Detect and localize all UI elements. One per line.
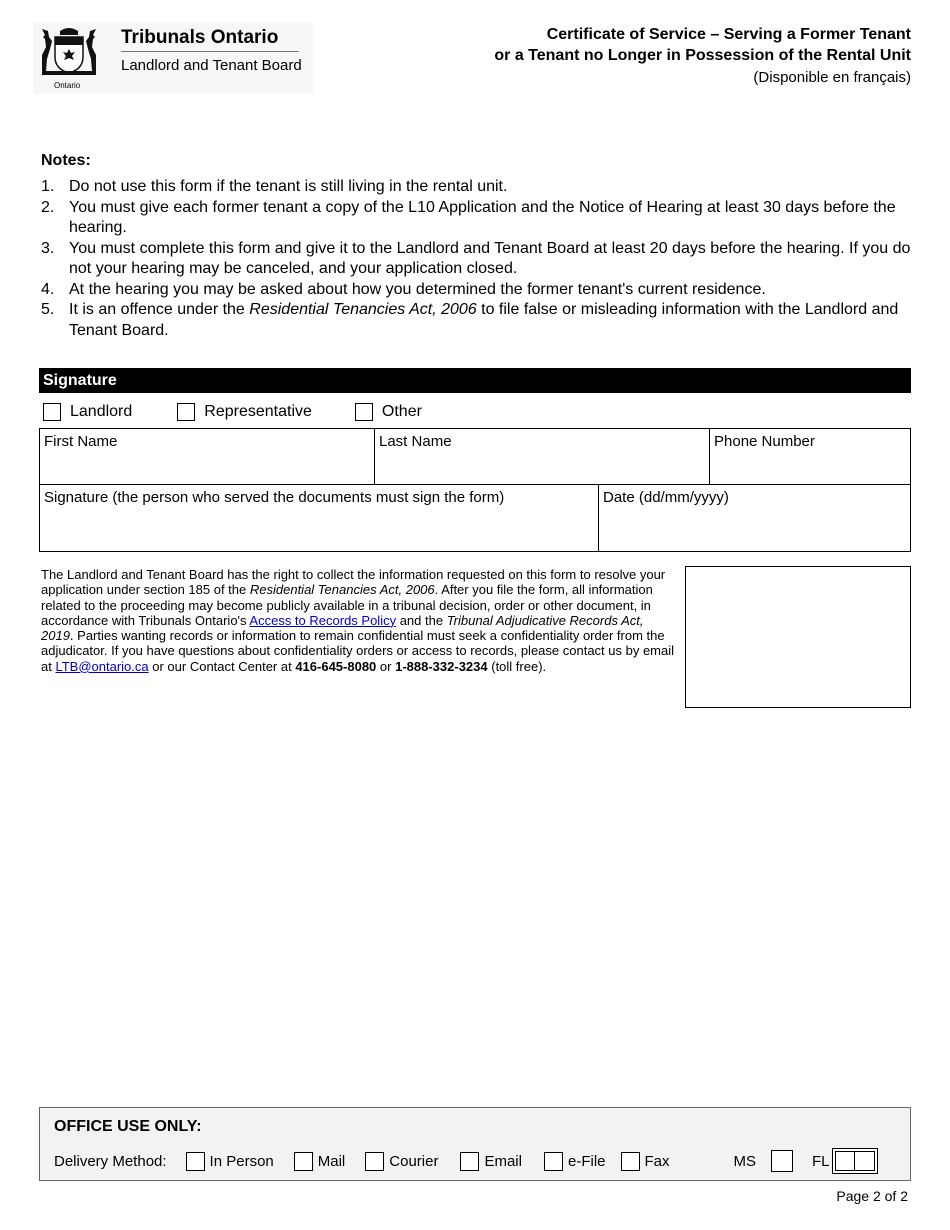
ms-input-box[interactable] xyxy=(771,1150,793,1172)
mail-checkbox[interactable] xyxy=(294,1152,313,1171)
role-checkbox-row xyxy=(43,401,422,423)
fl-input-group xyxy=(832,1148,878,1174)
office-use-title: OFFICE USE ONLY: xyxy=(54,1118,202,1135)
last-name-field[interactable] xyxy=(374,428,710,485)
phone-number-label: Phone Number xyxy=(714,433,815,450)
landlord-checkbox[interactable] xyxy=(43,403,61,421)
email-checkbox[interactable] xyxy=(460,1152,479,1171)
form-title-line2: or a Tenant no Longer in Possession of the Rental Unit xyxy=(494,47,911,64)
role-representative-option[interactable]: Representative xyxy=(177,403,312,421)
note-item: 5. It is an offence under the Residential Tenancies Act, 2006 to file false or misleading information with the Landlord and Tenant Board. xyxy=(41,301,899,339)
note-item: 3. You must complete this form and give it to the Landlord and Tenant Board at least 20 days before the hearing. If you do not your hearing may be canceled, and your application closed. xyxy=(41,239,911,277)
french-availability: (Disponible en français) xyxy=(753,69,911,86)
last-name-label: Last Name xyxy=(379,433,452,450)
notes-list xyxy=(41,177,911,341)
signature-section-header: Signature xyxy=(39,368,911,393)
first-name-label: First Name xyxy=(44,433,118,450)
org-subtitle: Landlord and Tenant Board xyxy=(121,57,302,74)
notes-heading: Notes: xyxy=(41,152,91,169)
form-title-line1: Certificate of Service – Serving a Former Tenant xyxy=(546,26,911,43)
other-checkbox[interactable] xyxy=(355,403,373,421)
note-item: 2. You must give each former tenant a copy of the L10 Application and the Notice of Hearing at least 30 days before the hearing. xyxy=(41,198,896,236)
signature-label: Signature (the person who served the documents must sign the form) xyxy=(44,489,505,506)
note-item: 1. Do not use this form if the tenant is still living in the rental unit. xyxy=(41,178,508,195)
date-field[interactable] xyxy=(598,484,911,552)
page-number: Page 2 of 2 xyxy=(836,1188,908,1204)
signature-field[interactable] xyxy=(39,484,599,552)
fax-checkbox[interactable] xyxy=(621,1152,640,1171)
efile-checkbox[interactable] xyxy=(544,1152,563,1171)
role-landlord-option[interactable]: Landlord xyxy=(43,403,132,421)
org-divider xyxy=(121,51,299,52)
access-to-records-link[interactable]: Access to Records Policy xyxy=(249,612,397,628)
email-link[interactable]: LTB@ontario.ca xyxy=(55,658,149,674)
note-item: 4. At the hearing you may be asked about how you determined the former tenant's current residence. xyxy=(41,280,766,298)
delivery-method-row: Delivery Method: In Person Mail Courier Email e-File Fax MS FL xyxy=(54,1150,878,1172)
in-person-checkbox[interactable] xyxy=(186,1152,205,1171)
privacy-notice: The Landlord and Tenant Board has the right to collect the information requested on this form to resolve your application under section 185 of the Residential Tenancies Act, 2006. After you file the form, all information related to the proceeding may become publicly available in a tribunal decision, order or other document, in accordance with Tribunals Ontario's Access to Records Policy and the Tribunal Adjudicative Records Act, 2019. Parties wanting records or information to remain confidential must seek a confidentiality order from the adjudicator. If you have questions about confidentiality orders or access to records, please contact us by email at LTB@ontario.ca or our Contact Center at 416-645-8080 or 1-888-332-3234 (toll free). xyxy=(41,567,675,674)
ms-label: MS xyxy=(733,1152,757,1170)
fl-label: FL xyxy=(812,1152,830,1170)
fl-input-box[interactable] xyxy=(835,1151,855,1171)
stamp-box xyxy=(685,566,911,708)
org-name: Tribunals Ontario xyxy=(121,27,279,48)
role-other-option[interactable]: Other xyxy=(355,403,422,421)
logo-wordmark: Ontario xyxy=(54,81,81,90)
courier-checkbox[interactable] xyxy=(365,1152,384,1171)
ontario-crest-logo xyxy=(36,25,102,79)
representative-checkbox[interactable] xyxy=(177,403,195,421)
phone-number-field[interactable] xyxy=(709,428,911,485)
office-use-section xyxy=(39,1107,911,1181)
first-name-field[interactable] xyxy=(39,428,375,485)
date-label: Date (dd/mm/yyyy) xyxy=(603,489,729,506)
delivery-method-label: Delivery Method: xyxy=(54,1152,167,1170)
fl-input-box[interactable] xyxy=(855,1151,875,1171)
